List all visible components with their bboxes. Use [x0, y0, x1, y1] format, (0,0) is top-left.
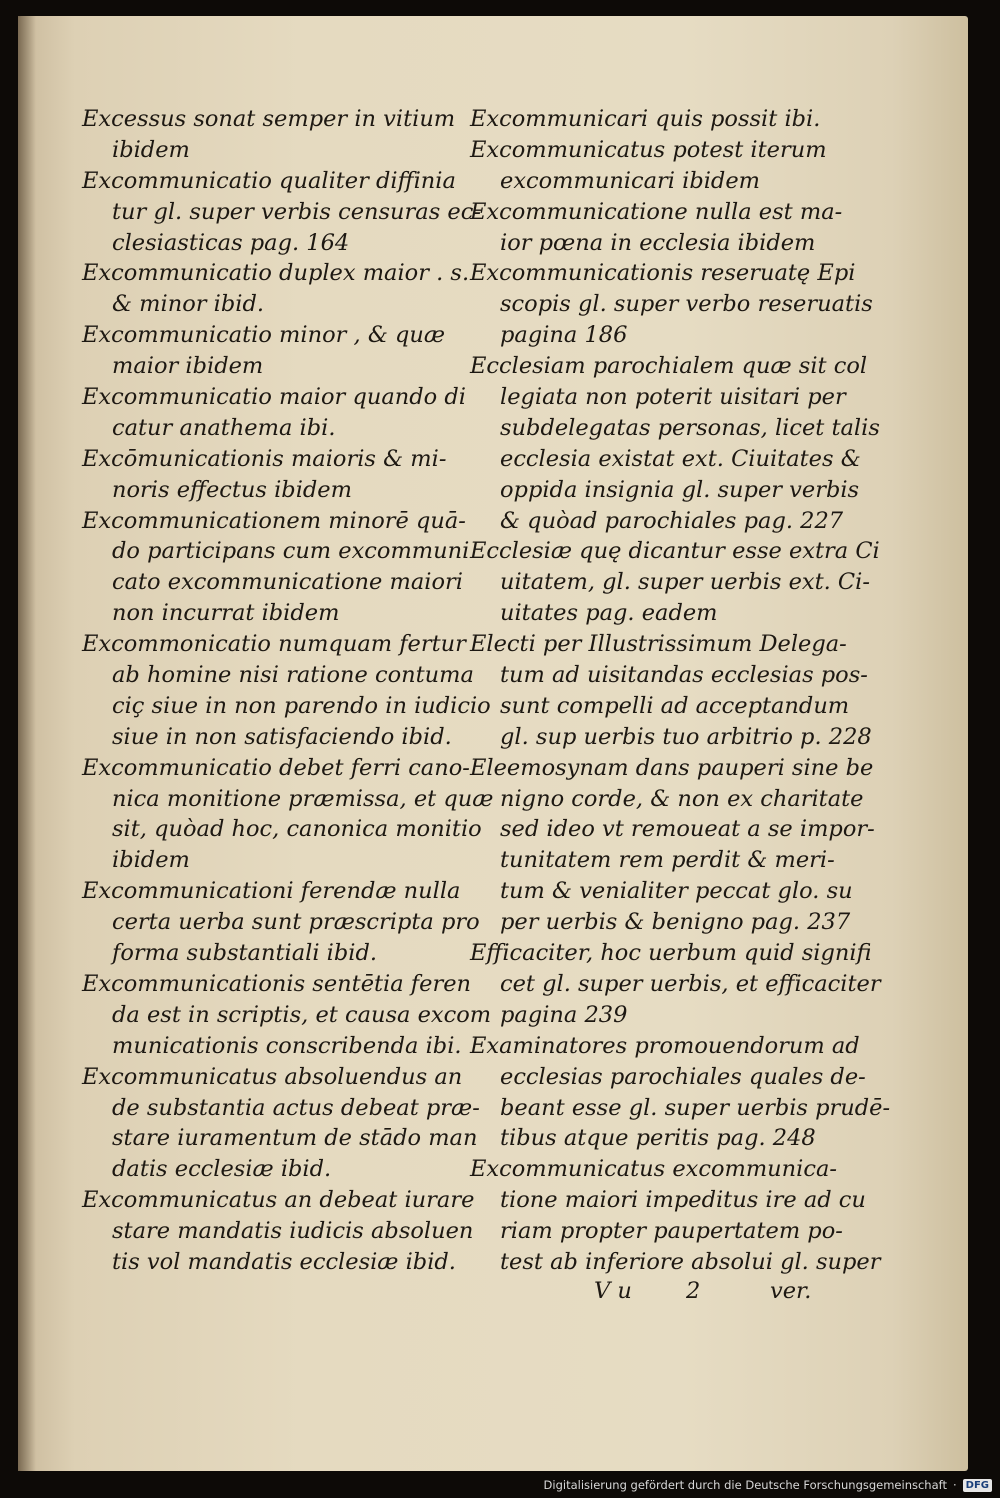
- index-entry: [470, 258, 873, 351]
- entry-line: siue in non satisfaciendo ibid.: [112, 723, 452, 750]
- entry-line: ecclesia existat ext. Ciuitates &: [500, 445, 861, 472]
- entry-line: Excessus sonat semper in vitium: [82, 106, 456, 132]
- entry-line: noris effectus ibidem: [112, 476, 352, 503]
- entry-line: sed ideo vt remoueat a se impor-: [500, 816, 875, 843]
- index-entry: [470, 197, 843, 259]
- entry-line: Eleemosynam dans pauperi sine be: [470, 754, 874, 781]
- entry-line: & quòad parochiales pag. 227: [500, 507, 844, 534]
- entry-line: Efficaciter, hoc uerbum quid signifi: [470, 940, 872, 967]
- index-entry: [470, 629, 872, 753]
- entry-line: Excommunicatio debet ferri cano-: [82, 754, 470, 781]
- index-entry: [82, 876, 480, 969]
- entry-line: Ecclesiam parochialem quæ sit col: [470, 353, 868, 380]
- entry-line: ior pœna in ecclesia ibidem: [500, 229, 816, 256]
- index-column-left: [82, 104, 494, 1278]
- entry-line: Excommunicatio duplex maior . s.: [82, 260, 470, 287]
- index-entry: [470, 1031, 891, 1155]
- entry-line: maior ibidem: [112, 353, 264, 380]
- entry-line: do participans cum excommuni: [112, 538, 470, 565]
- entry-line: riam propter paupertatem po-: [500, 1218, 843, 1245]
- entry-line: Excommonicatio numquam fertur: [82, 631, 466, 658]
- entry-line: tum ad uisitandas ecclesias pos-: [500, 662, 868, 689]
- index-entry: [82, 104, 456, 166]
- index-entry: [470, 351, 880, 536]
- entry-line: Ecclesiæ quę dicantur esse extra Ci: [470, 538, 880, 565]
- index-entry: [82, 629, 491, 753]
- entry-line: test ab inferiore absolui gl. super: [500, 1248, 881, 1275]
- entry-line: certa uerba sunt præscripta pro: [112, 909, 480, 936]
- index-entry: [470, 135, 836, 197]
- entry-line: Excommunicari quis possit ibi.: [470, 106, 821, 132]
- entry-line: sit, quòad hoc, canonica monitio: [112, 816, 482, 843]
- entry-line: de substantia actus debeat præ-: [112, 1094, 480, 1121]
- index-entry: [82, 1062, 480, 1186]
- entry-line: stare mandatis iudicis absoluen: [112, 1218, 474, 1245]
- signature-number: 2: [686, 1278, 701, 1304]
- entry-line: ibidem: [112, 847, 190, 874]
- entry-line: stare iuramentum de stādo man: [112, 1125, 478, 1152]
- entry-line: Examinatores promouendorum ad: [470, 1032, 860, 1059]
- index-entry: [82, 1185, 475, 1278]
- catchword: ver.: [770, 1278, 812, 1304]
- digitization-footer: Digitalisierung gefördert durch die Deutsche Forschungsgemeinschaft · DFG: [544, 1478, 992, 1492]
- entry-line: uitates pag. eadem: [500, 600, 718, 627]
- entry-line: da est in scriptis, et causa excom: [112, 1001, 492, 1028]
- entry-line: Excommunicatio minor , & quæ: [82, 322, 446, 349]
- entry-line: scopis gl. super verbo reseruatis: [500, 291, 873, 318]
- entry-line: Excommunicatus an debeat iurare: [82, 1187, 475, 1214]
- signature-mark: V u: [594, 1278, 632, 1304]
- entry-line: Excommunicatione nulla est ma-: [470, 198, 843, 225]
- entry-line: oppida insignia gl. super verbis: [500, 476, 860, 503]
- entry-line: nigno corde, & non ex charitate: [500, 785, 864, 812]
- entry-line: municationis conscribenda ibi.: [112, 1032, 462, 1059]
- entry-line: tione maiori impeditus ire ad cu: [500, 1187, 866, 1214]
- entry-line: Excommunicatio qualiter diffinia: [82, 167, 456, 194]
- index-entry: [82, 382, 466, 444]
- entry-line: excommunicari ibidem: [500, 167, 760, 194]
- entry-line: Excommunicatus excommunica-: [470, 1156, 837, 1183]
- entry-line: Excōmunicationis maioris & mi-: [82, 445, 447, 472]
- entry-line: forma substantiali ibid.: [112, 940, 378, 967]
- entry-line: catur anathema ibi.: [112, 414, 336, 441]
- entry-line: Excommunicationi ferendæ nulla: [82, 878, 461, 905]
- index-entry: [470, 104, 836, 135]
- entry-line: tur gl. super verbis censuras ec-: [112, 198, 481, 225]
- entry-line: beant esse gl. super uerbis prudē-: [500, 1094, 891, 1121]
- entry-line: datis ecclesiæ ibid.: [112, 1156, 332, 1183]
- index-entry: [82, 969, 492, 1062]
- entry-line: subdelegatas personas, licet talis: [500, 414, 880, 441]
- entry-line: cet gl. super uerbis, et efficaciter: [500, 970, 881, 997]
- index-entry: [82, 320, 446, 382]
- entry-line: tis vol mandatis ecclesiæ ibid.: [112, 1248, 456, 1275]
- index-entry: [82, 506, 470, 630]
- index-entry: [470, 753, 875, 938]
- entry-line: cato excommunicatione maiori: [112, 569, 463, 596]
- entry-line: tum & venialiter peccat glo. su: [500, 878, 853, 905]
- entry-line: Electi per Illustrissimum Delega-: [470, 631, 847, 658]
- entry-line: Excommunicationem minorē quā-: [82, 507, 466, 534]
- index-entry: [82, 258, 470, 320]
- index-entry: [470, 536, 880, 629]
- index-entry: [82, 444, 447, 506]
- entry-line: uitatem, gl. super uerbis ext. Ci-: [500, 569, 870, 596]
- entry-line: non incurrat ibidem: [112, 600, 340, 627]
- entry-line: Excommunicatus potest iterum: [470, 136, 827, 163]
- funding-credit: Digitalisierung gefördert durch die Deutsche Forschungsgemeinschaft: [543, 1478, 947, 1492]
- entry-line: Excommunicationis sentētia feren: [82, 970, 472, 997]
- entry-line: gl. sup uerbis tuo arbitrio p. 228: [500, 723, 872, 750]
- entry-line: clesiasticas pag. 164: [112, 229, 350, 256]
- entry-line: ecclesias parochiales quales de-: [500, 1063, 866, 1090]
- entry-line: & minor ibid.: [112, 291, 265, 318]
- entry-line: Excommunicatio maior quando di: [82, 384, 466, 411]
- index-entry: [470, 1154, 881, 1278]
- entry-line: ciç siue in non parendo in iudicio: [112, 692, 491, 719]
- dfg-logo: DFG: [963, 1479, 992, 1492]
- book-page: [18, 16, 968, 1471]
- entry-line: legiata non poterit uisitari per: [500, 384, 846, 411]
- entry-line: pagina 239: [500, 1001, 628, 1028]
- entry-line: Excommunicatus absoluendus an: [82, 1063, 463, 1090]
- entry-line: tunitatem rem perdit & meri-: [500, 847, 835, 874]
- index-entry: [82, 166, 481, 259]
- entry-line: ibidem: [112, 136, 190, 163]
- entry-line: sunt compelli ad acceptandum: [500, 692, 850, 719]
- index-entry: [82, 753, 494, 877]
- entry-line: pagina 186: [500, 322, 628, 349]
- entry-line: Excommunicationis reseruatę Epi: [470, 260, 856, 287]
- index-column-right: [470, 104, 891, 1278]
- entry-line: per uerbis & benigno pag. 237: [500, 909, 851, 936]
- entry-line: ab homine nisi ratione contuma: [112, 662, 474, 689]
- index-entry: [470, 938, 881, 1031]
- entry-line: nica monitione præmissa, et quæ: [112, 785, 494, 812]
- entry-line: tibus atque peritis pag. 248: [500, 1125, 816, 1152]
